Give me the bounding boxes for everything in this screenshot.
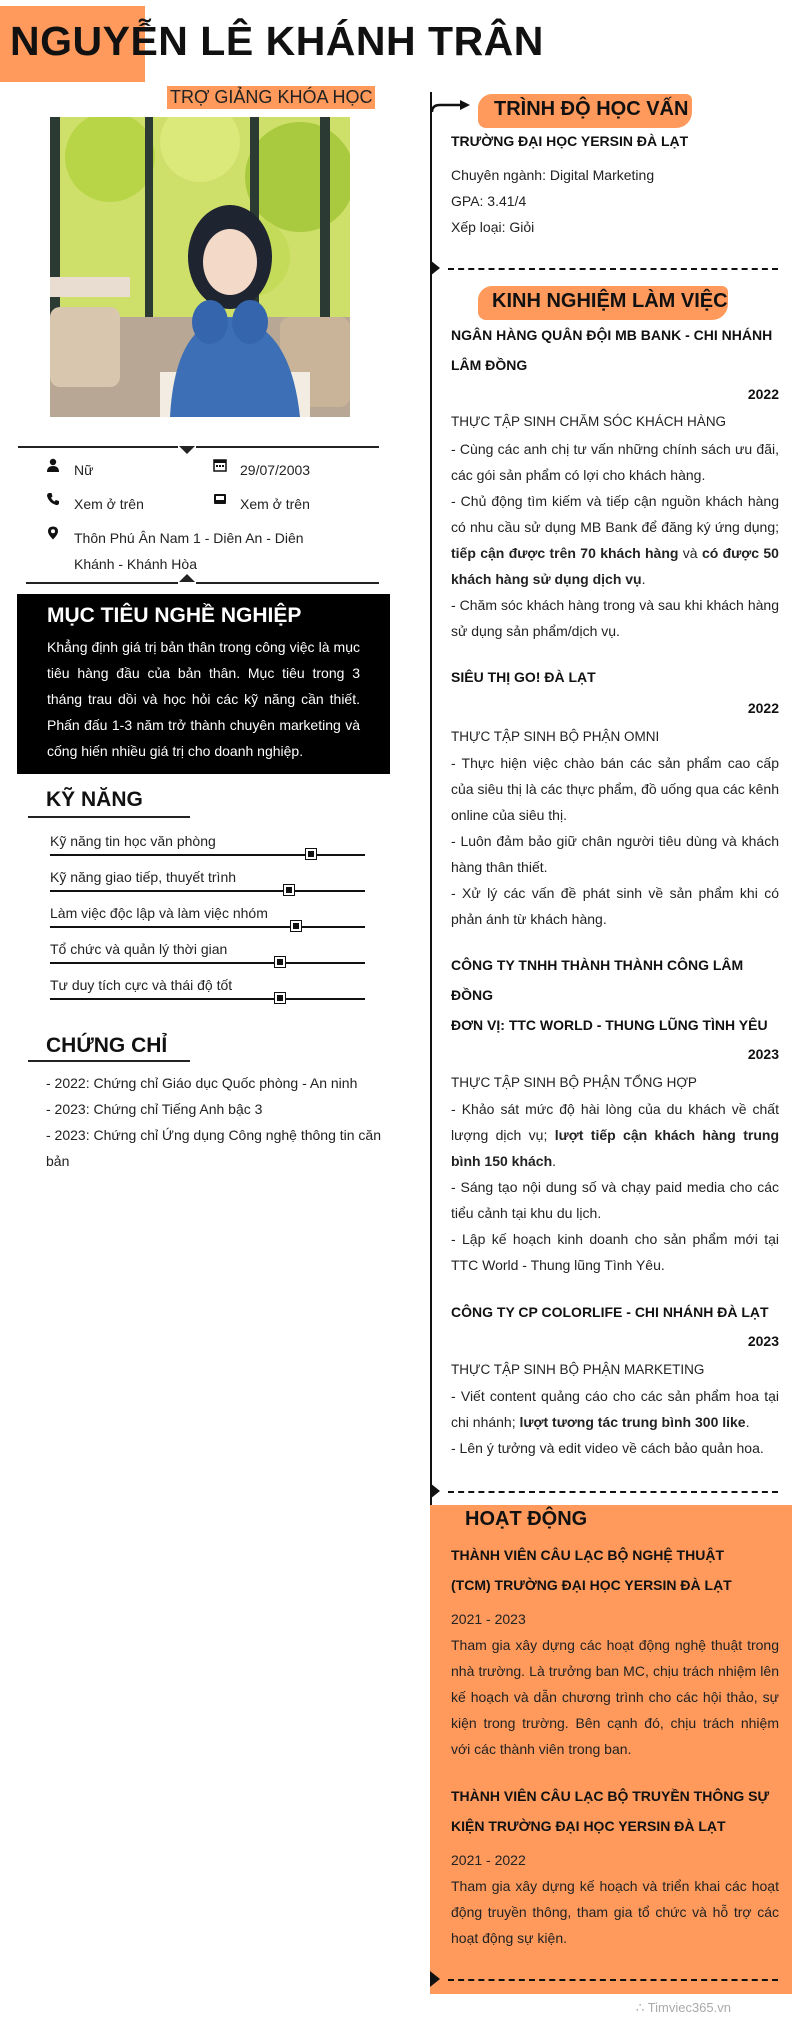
job-bullet: - Khảo sát mức độ hài lòng của du khách về chất lượng dịch vụ; lượt tiếp cận khách hàng trung bình 150 khách. xyxy=(451,1101,779,1169)
education-gpa: GPA: 3.41/4 xyxy=(451,193,527,209)
gender-icon xyxy=(46,458,60,477)
section-dash-divider xyxy=(448,1979,778,1981)
gender-value: Nữ xyxy=(74,462,94,478)
skill-level-knob[interactable] xyxy=(275,993,285,1003)
certificates-list xyxy=(46,1070,386,1174)
activity-description: Tham gia xây dựng các hoạt động nghệ thuật trong nhà trường. Là trưởng ban MC, chịu trách nhiệm lên kế hoạch và dẫn chương trình cho các hội thảo, sự kiện trong trường. Bên cạnh đó, chịu trách nhiệm với các thành viên trong ban. xyxy=(451,1637,779,1757)
activities-title: HOẠT ĐỘNG xyxy=(465,1508,588,1530)
skill-bar-track xyxy=(50,890,365,892)
email-value: Xem ở trên xyxy=(240,496,310,512)
address-line-1: Thôn Phú Ân Nam 1 - Diên An - Diên xyxy=(74,530,304,546)
skills-underline xyxy=(28,816,190,818)
job-bullet: - Cùng các anh chị tư vấn những chính sách ưu đãi, các gói sản phẩm có lợi cho khách hàng. xyxy=(451,441,779,483)
job-position: THỰC TẬP SINH BỘ PHẬN TỔNG HỢP xyxy=(451,1075,697,1090)
birthday-value: 29/07/2003 xyxy=(240,462,311,478)
skill-bar-track xyxy=(50,962,365,964)
job-position: THỰC TẬP SINH BỘ PHẬN MARKETING xyxy=(451,1362,705,1377)
skills-title: KỸ NĂNG xyxy=(46,788,143,811)
skill-name: Kỹ năng tin học văn phòng xyxy=(50,833,216,849)
skill-name: Tư duy tích cực và thái độ tốt xyxy=(50,977,233,993)
watermark: ∴ Timviec365.vn xyxy=(636,2000,731,2015)
candidate-name: NGUYỄN LÊ KHÁNH TRÂN xyxy=(10,18,544,64)
education-title: TRÌNH ĐỘ HỌC VẤN xyxy=(494,98,689,120)
contact-divider-bottom-right xyxy=(196,582,379,584)
address-line-2: Khánh - Khánh Hòa xyxy=(74,556,197,572)
job-year: 2023 xyxy=(747,1046,779,1062)
phone-icon xyxy=(46,492,60,511)
phone-value: Xem ở trên xyxy=(74,496,144,512)
experience-title: KINH NGHIỆM LÀM VIỆC xyxy=(492,290,728,312)
certificates-title: CHỨNG CHỈ xyxy=(46,1034,168,1057)
activity-organization: THÀNH VIÊN CÂU LẠC BỘ NGHỆ THUẬT xyxy=(451,1547,724,1563)
activity-period: 2021 - 2022 xyxy=(451,1852,526,1868)
education-school: TRƯỜNG ĐẠI HỌC YERSIN ĐÀ LẠT xyxy=(451,133,689,149)
timeline-marker-icon xyxy=(430,260,440,276)
education-major: Chuyên ngành: Digital Marketing xyxy=(451,167,655,183)
job-unit: ĐƠN VỊ: TTC WORLD - THUNG LŨNG TÌNH YÊU xyxy=(451,1017,768,1033)
activity-organization: KIỆN TRƯỜNG ĐẠI HỌC YERSIN ĐÀ LẠT xyxy=(451,1818,726,1834)
skill-name: Làm việc độc lập và làm việc nhóm xyxy=(50,905,268,921)
skill-level-knob[interactable] xyxy=(291,921,301,931)
certificate-item: - 2022: Chứng chỉ Giáo dục Quốc phòng - An ninh xyxy=(46,1075,358,1091)
contact-divider-right xyxy=(196,446,379,448)
education-rank: Xếp loại: Giỏi xyxy=(451,219,535,235)
job-bullet: - Xử lý các vấn đề phát sinh về sản phẩm khi có phản ánh từ khách hàng. xyxy=(451,885,779,927)
location-icon xyxy=(46,526,60,545)
job-position: THỰC TẬP SINH BỘ PHẬN OMNI xyxy=(451,729,660,744)
job-position: THỰC TẬP SINH CHĂM SÓC KHÁCH HÀNG xyxy=(451,414,727,429)
job-bullet: - Chủ động tìm kiếm và tiếp cận nguồn khách hàng có nhu cầu sử dụng MB Bank để đăng ký ứng dụng; tiếp cận được trên 70 khách hàng và có được 50 khách hàng sử dụng dịch vụ. xyxy=(451,493,779,587)
timeline-marker-icon xyxy=(430,1483,440,1499)
job-organization: CÔNG TY CP COLORLIFE - CHI NHÁNH ĐÀ LẠT xyxy=(451,1304,769,1320)
job-title: TRỢ GIẢNG KHÓA HỌC xyxy=(167,86,375,109)
certificate-item: - 2023: Chứng chỉ Tiếng Anh bậc 3 xyxy=(46,1101,263,1117)
objective-title: MỤC TIÊU NGHỀ NGHIỆP xyxy=(47,604,302,627)
skill-bar-track xyxy=(50,998,365,1000)
objective-text: Khẳng định giá trị bản thân trong công việc là mục tiêu hàng đầu của bản thân. Mục tiêu trong 3 tháng trau dồi và học hỏi các kỹ năng cần thiết. Phấn đấu 1-3 năm trở thành chuyên marketing và cống hiến nhiều giá trị cho doanh nghiệp. xyxy=(47,639,360,759)
contact-divider-bottom-left xyxy=(26,582,178,584)
activity-organization: (TCM) TRƯỜNG ĐẠI HỌC YERSIN ĐÀ LẠT xyxy=(451,1577,732,1593)
job-organization: SIÊU THỊ GO! ĐÀ LẠT xyxy=(451,669,596,685)
job-organization: CÔNG TY TNHH THÀNH THÀNH CÔNG LÂM ĐỒNG xyxy=(451,957,744,1003)
calendar-icon xyxy=(213,458,227,477)
job-organization: NGÂN HÀNG QUÂN ĐỘI MB BANK - CHI NHÁNH LÂM ĐỒNG xyxy=(451,327,773,373)
job-bullet: - Lên ý tưởng và edit video về cách bảo quản hoa. xyxy=(451,1440,764,1456)
job-bullet: - Thực hiện việc chào bán các sản phẩm cao cấp của siêu thị là các thực phẩm, đồ uống qua các kênh online của siêu thị. xyxy=(451,755,779,823)
job-bullet: - Lập kế hoạch kinh doanh cho sản phẩm mới tại TTC World - Thung lũng Tình Yêu. xyxy=(451,1231,779,1273)
job-bullet: - Viết content quảng cáo cho các sản phẩm hoa tại chi nhánh; lượt tương tác trung bình 300 like. xyxy=(451,1388,779,1430)
skill-level-knob[interactable] xyxy=(284,885,294,895)
timeline-arrow-icon xyxy=(430,100,474,129)
activity-organization: THÀNH VIÊN CÂU LẠC BỘ TRUYỀN THÔNG SỰ xyxy=(451,1788,770,1804)
skill-level-knob[interactable] xyxy=(306,849,316,859)
job-bullet: - Chăm sóc khách hàng trong và sau khi khách hàng sử dụng sản phẩm/dịch vụ. xyxy=(451,597,779,639)
activity-period: 2021 - 2023 xyxy=(451,1611,526,1627)
section-dash-divider xyxy=(448,268,778,270)
section-dash-divider xyxy=(448,1491,778,1493)
certificate-item: - 2023: Chứng chỉ Ứng dụng Công nghệ thông tin căn bản xyxy=(46,1127,382,1169)
skill-bar-track xyxy=(50,926,365,928)
activity-description: Tham gia xây dựng kế hoạch và triển khai các hoạt động truyền thông, tham gia tổ chức và hỗ trợ các hoạt động sự kiện. xyxy=(451,1878,779,1946)
skill-level-knob[interactable] xyxy=(275,957,285,967)
career-objective-box xyxy=(17,594,390,774)
divider-arrow-up xyxy=(179,574,195,582)
job-year: 2022 xyxy=(747,386,779,402)
job-bullet: - Luôn đảm bảo giữ chân người tiêu dùng và khách hàng thân thiết. xyxy=(451,833,779,875)
skill-bar-track xyxy=(50,854,365,856)
skill-name: Kỹ năng giao tiếp, thuyết trình xyxy=(50,869,237,885)
skill-name: Tổ chức và quản lý thời gian xyxy=(50,941,228,957)
certificates-underline xyxy=(28,1060,190,1062)
job-year: 2022 xyxy=(747,700,779,716)
timeline-marker-icon xyxy=(430,1971,440,1987)
email-icon xyxy=(213,492,227,511)
job-year: 2023 xyxy=(747,1333,779,1349)
job-bullet: - Sáng tạo nội dung số và chạy paid media cho các tiểu cảnh tại khu du lịch. xyxy=(451,1179,779,1221)
profile-photo xyxy=(50,117,350,417)
divider-arrow-down xyxy=(179,446,195,454)
contact-divider-left xyxy=(18,446,178,448)
